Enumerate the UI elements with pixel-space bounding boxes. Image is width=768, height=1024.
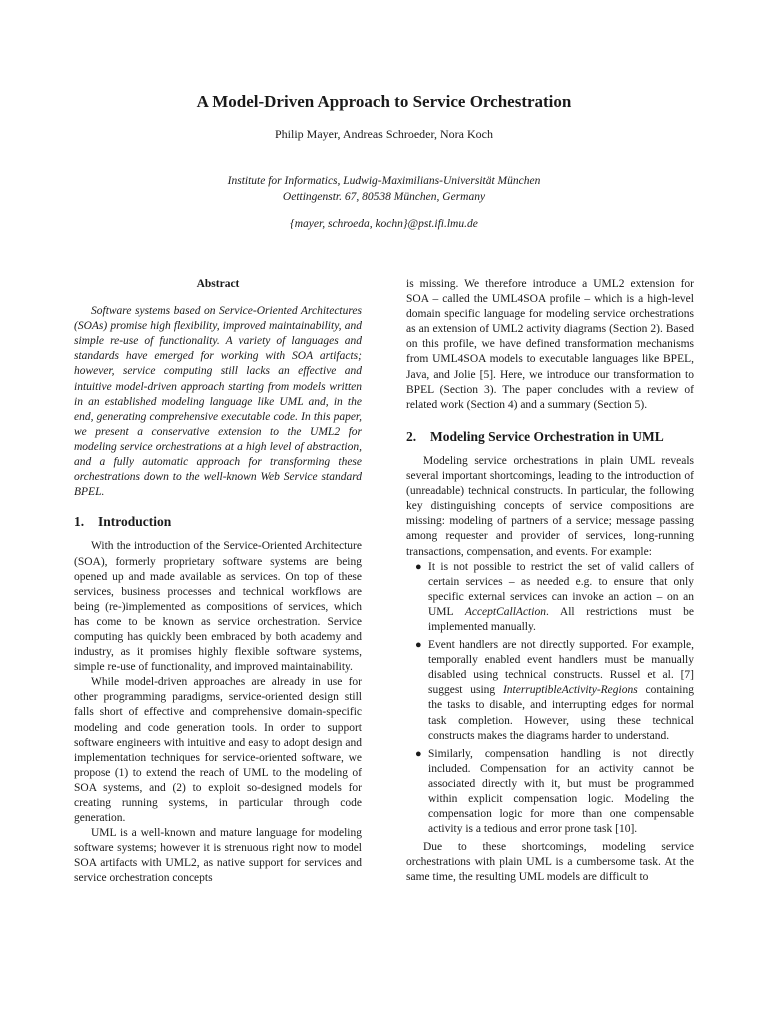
modeling-paragraph-1: Modeling service orchestrations in plain UML reveals several important shortcomings, leading to the introduction of (unreadable) technical constructs. In particular, the following key distinguishing concepts of service compositions are missing: modeling of partners of a service; message passing among requester and provider of services, long-running transactions, compensation, and events. For example: [406, 454, 694, 558]
paper-title: A Model-Driven Approach to Service Orchestration [196, 92, 572, 111]
author-emails: {mayer, schroeda, kochn}@pst.ifi.lmu.de [290, 218, 478, 230]
intro-paragraph-3: UML is a well-known and mature language for modeling software systems; however it is strenuous right now to model SOA artifacts with UML2, as native support for services and service orchestration concepts [74, 827, 362, 885]
list-item: ● It is not possible to restrict the set of valid callers of certain services – as needed e.g. to ensure that only specific external services can invoke an action – on an UML AcceptCallAction. All restrictions must be implemented manually. [415, 560, 694, 633]
abstract-text: Software systems based on Service-Oriented Architectures (SOAs) promise high flexibility, improved maintainability, and simple re-use of functionality. A variety of languages and standards have emerged for working with SOA artifacts; however, service computing still lacks an effective and intuitive model-driven approach starting from models written in an established modeling language like UML and, in the end, generating comprehensive executable code. In this paper, we present a conservative extension to the UML2 for modeling service orchestrations at a high level of abstraction, and a fully automatic approach for transforming these orchestrations down to the well-known Web Service standard BPEL. [74, 305, 362, 499]
affiliation-block [0, 173, 768, 205]
right-column [406, 277, 694, 886]
abstract-heading: Abstract [196, 278, 240, 290]
section-number: 2. [406, 428, 417, 444]
intro-paragraph-3-continued: is missing. We therefore introduce a UML2 extension for SOA – called the UML4SOA profile – which is a high-level domain specific language for modeling service orchestrations as an extension of UML2 activity diagrams (Section 2). Based on this profile, we have defined transformation mechanisms from UML4SOA models to executable languages like BPEL, Java, and Jolie [5]. Here, we introduce our transformation to BPEL (Section 3). The paper concludes with a review of related work (Section 4) and a summary (Section 5). [406, 278, 694, 411]
author-list: Philip Mayer, Andreas Schroeder, Nora Koch [275, 127, 493, 141]
section-title: Introduction [98, 514, 172, 530]
intro-paragraph-1: With the introduction of the Service-Oriented Architecture (SOA), formerly proprietary software systems are being opened up and made available as services. On top of these services, business processes and technical workflows are being (re-)implemented as compositions of services, which has come to be known as service orchestration. Service computing has quickly been embraced by both academy and industry, as it promises highly flexible software systems, simple re-use of functionality, and improved maintainability. [74, 540, 362, 674]
list-item: ● Event handlers are not directly supported. For example, temporally enabled event handlers must be manually disabled using technical constructs. Russel et al. [7] suggest using InterruptibleActivity-Regions containing the tasks to disable, and interrupting edges for normal task completion. However, using these technical constructs makes the diagrams harder to understand. [415, 639, 695, 742]
intro-paragraph-2: While model-driven approaches are already in use for other programming paradigms, service-oriented design still falls short of effective and comprehensive domain-specific modeling and code generation tools. In order to support software engineers with intuitive and easy to adopt design and implementation techniques for service-oriented software, we propose (1) to extend the reach of UML to the modeling of SOA systems, and (2) to exploit so-designed models for creating running systems, in particular through code generation. [74, 676, 362, 825]
list-item: ● Similarly, compensation handling is not directly included. Compensation for an activity cannot be associated directly with it, but must be programmed within explicit compensation logic. Modeling the compensation logic for more than one compensable activity is a tedious and error prone task [10]. [415, 747, 694, 836]
section-title: Modeling Service Orchestration in UML [430, 428, 664, 444]
section-heading-introduction [74, 514, 362, 529]
bullet-icon: ● [415, 560, 422, 573]
section-heading-modeling [406, 429, 694, 444]
affiliation-institute: Institute for Informatics, Ludwig-Maximilians-Universität München [227, 175, 541, 187]
left-column [74, 277, 362, 887]
affiliation-address: Oettingenstr. 67, 80538 München, Germany [282, 191, 486, 203]
bullet-icon: ● [415, 747, 422, 760]
bullet-icon: ● [415, 639, 422, 652]
modeling-paragraph-2: Due to these shortcomings, modeling service orchestrations with plain UML is a cumbersome task. At the same time, the resulting UML models are difficult to [406, 841, 694, 884]
shortcomings-list [406, 560, 694, 838]
section-number: 1. [74, 514, 85, 530]
